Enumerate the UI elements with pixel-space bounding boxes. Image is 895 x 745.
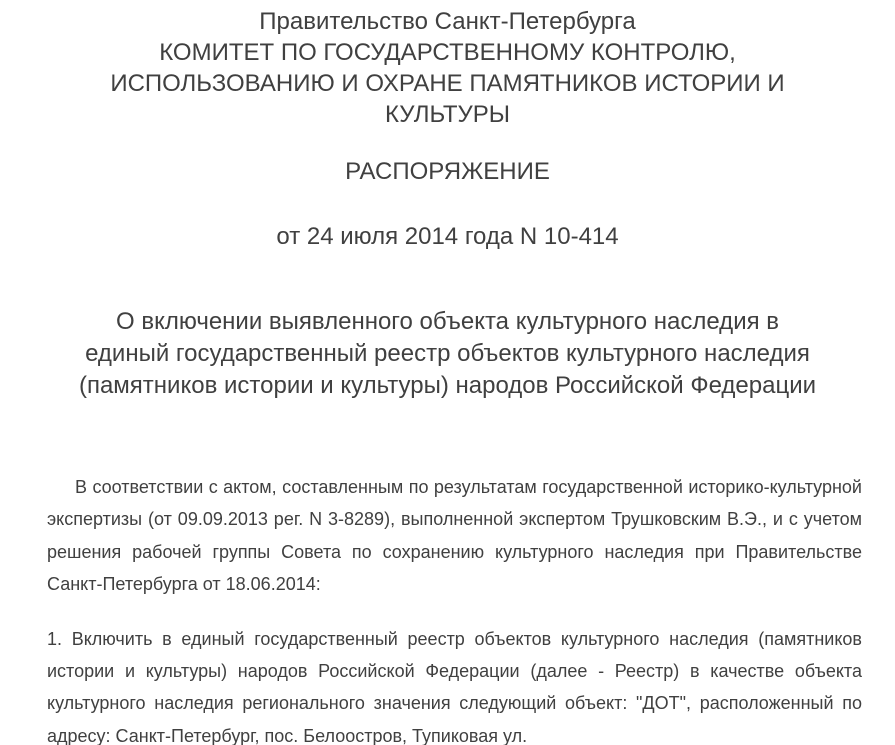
paragraph-preamble: В соответствии с актом, составленным по результатам государственной историко-культурной экспертизы (от 09.09.2013 рег. N 3-8289), выполненной экспертом Трушковским В.Э., и с учетом решения рабочей группы Совета по сохранению культурного наследия при Правительстве Санкт-Петербурга от 18.06.2014: bbox=[47, 477, 862, 595]
doc-title-line: (памятников истории и культуры) народов Российской Федерации bbox=[78, 372, 817, 399]
committee-name-line: КУЛЬТУРЫ bbox=[385, 101, 510, 128]
document-body bbox=[0, 471, 895, 745]
committee-name-line: КОМИТЕТ ПО ГОСУДАРСТВЕННОМУ КОНТРОЛЮ, bbox=[159, 39, 736, 66]
government-name: Правительство Санкт-Петербурга bbox=[259, 8, 636, 35]
committee-name bbox=[0, 37, 895, 130]
committee-name-line: ИСПОЛЬЗОВАНИЮ И ОХРАНЕ ПАМЯТНИКОВ ИСТОРИИ И bbox=[110, 70, 785, 97]
paragraph-item-1: 1. Включить в единый государственный реестр объектов культурного наследия (памятников истории и культуры) народов Российской Федерации (далее - Реестр) в качестве объекта культурного наследия регионального значения следующий объект: "ДОТ", расположенный по адресу: Санкт-Петербург, пос. Белоостров, Тупиковая ул. bbox=[47, 628, 862, 745]
doc-type-heading: РАСПОРЯЖЕНИЕ bbox=[345, 158, 550, 185]
doc-date-number: от 24 июля 2014 года N 10-414 bbox=[276, 223, 619, 250]
doc-title-line: О включении выявленного объекта культурного наследия в bbox=[115, 308, 780, 335]
doc-title bbox=[0, 306, 895, 402]
doc-title-line: единый государственный реестр объектов культурного наследия bbox=[85, 340, 810, 367]
document-header bbox=[0, 0, 895, 130]
